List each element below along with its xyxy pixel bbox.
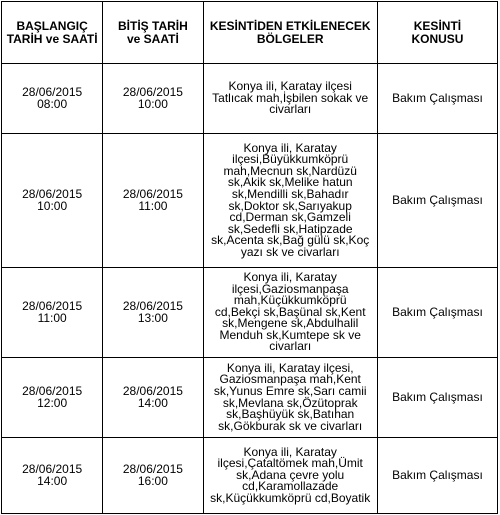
start-datetime: 28/06/2015 10:00	[2, 134, 103, 268]
table-row	[2, 268, 498, 358]
end-datetime: 28/06/2015 11:00	[103, 134, 203, 268]
end-datetime: 28/06/2015 14:00	[103, 358, 203, 438]
end-datetime: 28/06/2015 16:00	[103, 438, 203, 514]
start-datetime: 28/06/2015 12:00	[2, 358, 103, 438]
start-datetime: 28/06/2015 14:00	[2, 438, 103, 514]
header-end-datetime: BİTİŞ TARİH ve SAATİ	[103, 2, 203, 64]
start-datetime: 28/06/2015 08:00	[2, 64, 103, 134]
table-row	[2, 358, 498, 438]
affected-regions: Konya ili, Karatay ilçesi,Çataltömek mah,Ümit sk,Adana çevre yolu cd,Karamollazade sk,Küçükkumköprü cd,Boyatik	[203, 438, 377, 514]
end-datetime: 28/06/2015 10:00	[103, 64, 203, 134]
outage-schedule-table	[1, 1, 498, 514]
affected-regions: Konya ili, Karatay ilçesi,Gaziosmanpaşa mah,Küçükkumköprü cd,Bekçi sk,Başünal sk,Kent sk,Mengene sk,Abdulhalil Menduh sk,Kumtepe sk ve civarları	[203, 268, 377, 358]
header-start-datetime: BAŞLANGIÇ TARİH ve SAATİ	[2, 2, 103, 64]
affected-regions: Konya ili, Karatay ilçesi,Büyükkumköprü mah,Mecnun sk,Nardüzü sk,Akik sk,Melike hatun sk,Mendilli sk,Bahadır sk,Doktor sk,Sarıyakup cd,Derman sk,Gamzeli sk,Sedefli sk,Hatipzade sk,Acenta sk,Bağ gülü sk,Koç yazı sk ve civarları	[203, 134, 377, 268]
outage-reason: Bakım Çalışması	[377, 438, 497, 514]
header-affected-regions: KESİNTİDEN ETKİLENECEK BÖLGELER	[203, 2, 377, 64]
header-outage-reason: KESİNTİ KONUSU	[377, 2, 497, 64]
affected-regions: Konya ili, Karatay ilçesi Tatlıcak mah,İşbilen sokak ve civarları	[203, 64, 377, 134]
outage-reason: Bakım Çalışması	[377, 358, 497, 438]
table-row	[2, 64, 498, 134]
start-datetime: 28/06/2015 11:00	[2, 268, 103, 358]
affected-regions: Konya ili, Karatay ilçesi, Gaziosmanpaşa mah,Kent sk,Yunus Emre sk,Sarı camii sk,Mevlana sk,Özütoprak sk,Başhüyük sk,Batıhan sk,Gökburak sk ve civarları	[203, 358, 377, 438]
table-row	[2, 438, 498, 514]
outage-reason: Bakım Çalışması	[377, 268, 497, 358]
header-row	[2, 2, 498, 64]
end-datetime: 28/06/2015 13:00	[103, 268, 203, 358]
outage-reason: Bakım Çalışması	[377, 134, 497, 268]
table-row	[2, 134, 498, 268]
outage-reason: Bakım Çalışması	[377, 64, 497, 134]
